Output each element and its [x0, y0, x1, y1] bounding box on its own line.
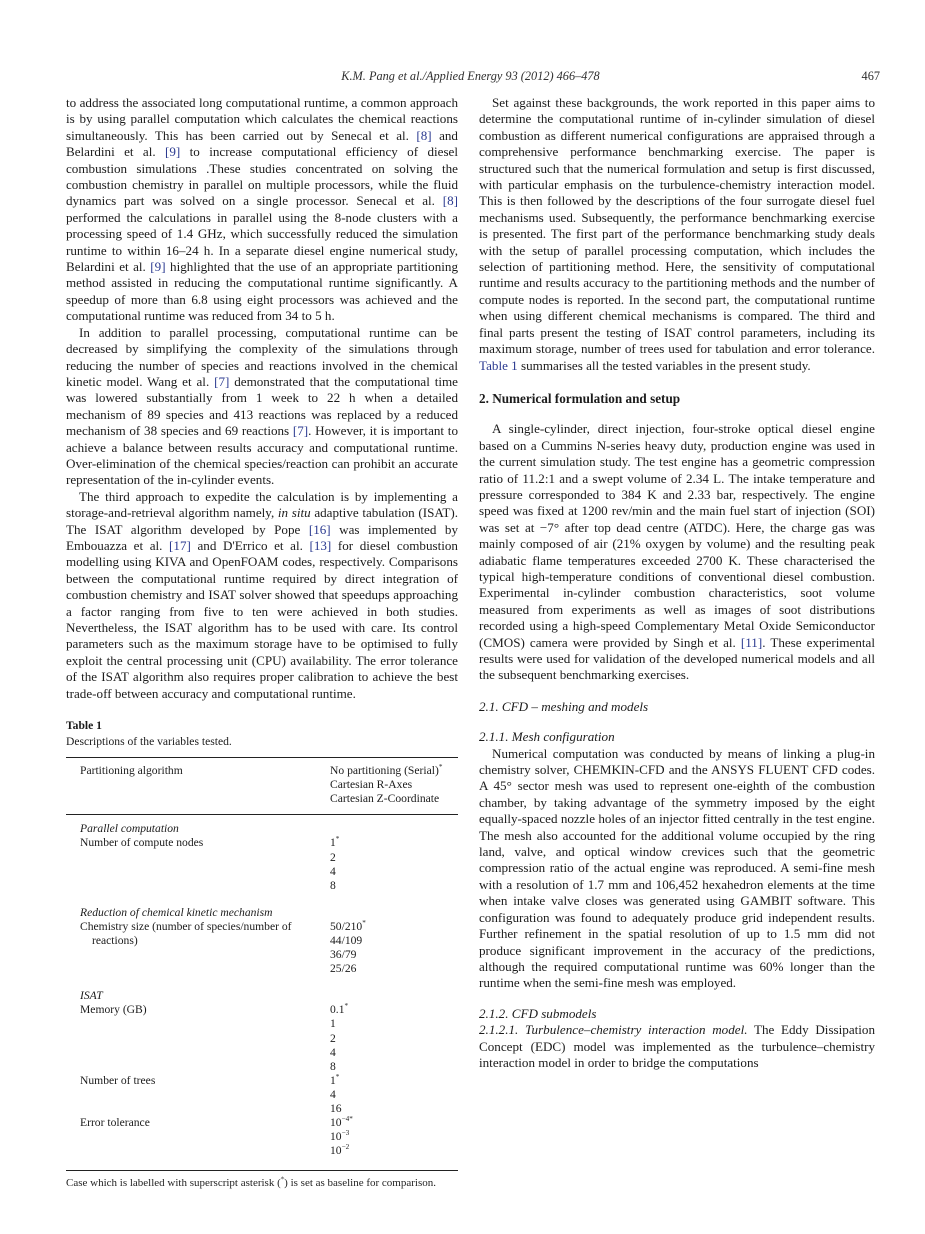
text-run: Cartesian R-Axes — [330, 778, 413, 792]
text-run: . However, it is important to achieve a balance between results accuracy and computational runtime. Over-elimination of the chemical species/reaction can prohibit an accurate representation of the in-cylinder events. — [66, 423, 458, 488]
italic-run: 2.1.2.1. Turbulence–chemistry interaction model. — [479, 1022, 748, 1038]
text-run: 1 — [330, 1017, 336, 1031]
text-run: 4 — [330, 1045, 336, 1059]
table-row-label: Number of trees — [80, 1073, 156, 1087]
text-run: for diesel combustion modelling using KIVA and OpenFOAM codes, respectively. Comparisons between the computational runtime required by direct integration of combustion chemistry and ISAT solver showed that speedups approaching a factor ranging from five to ten were achieved in both studies. Nevertheless, the ISAT algorithm has to be used with care. Its control parameters such as the maximum storage have to be optimised to fully exploit the central processing unit (CPU) availability. The error tolerance of the ISAT algorithm also requires proper calibration to achieve the best trade-off between accuracy and computational runtime. — [66, 537, 458, 701]
text-run: 25/26 — [330, 962, 357, 976]
table-row — [66, 1003, 458, 1073]
page-number: 467 — [861, 69, 880, 83]
table-value — [330, 764, 458, 778]
text-run: The Eddy Dissipation Concept (EDC) model was implemented as the turbulence–chemistry interaction model in order to bridge the computations — [479, 1022, 875, 1070]
text-run: . These experimental results were used for validation of the developed numerical models and all the subsequent benchmarking exercises. — [479, 634, 875, 683]
text-run: * — [344, 1002, 349, 1011]
table-row-values — [330, 764, 458, 806]
text-run: 44/109 — [330, 933, 363, 947]
table-value — [330, 962, 458, 976]
table-section-label: Reduction of chemical kinetic mechanism — [80, 905, 273, 919]
table-value — [330, 1144, 458, 1158]
right-column-text — [479, 95, 875, 1071]
italic-run: in situ — [277, 505, 311, 521]
citation-link[interactable]: Table 1 — [479, 357, 518, 373]
subsection-heading: 2.1.1. Mesh configuration — [479, 729, 615, 745]
table-section-label: ISAT — [80, 989, 103, 1003]
paragraph — [479, 95, 875, 374]
citation-link[interactable]: [11] — [740, 634, 763, 650]
text-run: adaptive tabulation (ISAT). The ISAT algorithm developed by Pope — [66, 505, 458, 537]
text-run: * — [335, 1072, 340, 1081]
text-run: 16 — [330, 1102, 342, 1115]
text-run: 4 — [330, 1087, 336, 1101]
text-run: highlighted that the use of an appropriate partitioning method assisted in reducing the computational runtime significantly. A speedup of more than 6.8 using eight processors was achieved and the computational runtime was reduced from 34 to 5 h. — [66, 259, 458, 324]
table-row-values — [330, 1003, 458, 1073]
paragraph — [66, 95, 458, 325]
text-run: −3 — [341, 1129, 350, 1138]
table-caption-text: Descriptions of the variables tested. — [66, 735, 232, 749]
paragraph — [66, 325, 458, 489]
table-value — [330, 1116, 458, 1130]
table-value — [330, 1088, 458, 1102]
text-run: * — [362, 919, 366, 928]
section-heading: 2. Numerical formulation and setup — [479, 390, 681, 406]
table-row-values — [330, 836, 458, 892]
text-run: Set against these backgrounds, the work reported in this paper aims to determine the computational runtime of in-cylinder simulation of diesel combustion as different numerical configurations are appraised through a comprehensive performance benchmarking exercise. The paper is structured such that the numerical formulation and setup is first discussed, with particular emphasis on the turbulence-chemistry interaction model. This is then followed by the descriptions of the four surrogate diesel fuel mechanisms used. Subsequently, the performance benchmarking exercise is presented. The first part of the performance benchmarking study deals with the setup of parallel processing computation, which includes the selection of partitioning method. Here, the sensitivity of computational runtime and results accuracy to the partitioning methods and the number of compute nodes is reported. In the second part, the computational runtime when using different chemical mechanisms is compared. The third and final parts present the testing of ISAT control parameters, including its maximum storage, number of trees used for tabulation and error tolerance. — [479, 95, 875, 357]
text-run: 1 — [330, 836, 336, 850]
text-run: 8 — [330, 878, 336, 892]
text-run: 0.1 — [330, 1003, 345, 1017]
table-value — [330, 1060, 458, 1074]
text-run: 1 — [330, 1073, 336, 1087]
table-value — [330, 778, 458, 792]
table-row-values — [330, 1074, 458, 1116]
text-run: No partitioning (Serial) — [330, 764, 439, 778]
table-row — [66, 920, 458, 976]
table-group — [66, 906, 458, 976]
text-run: to increase computational efficiency of diesel combustion simulations .These studies concentrated on solving the combustion chemistry in parallel on multiple processors, while the fluid dynamics part was solved on a single processor. Senecal et al. — [66, 144, 458, 209]
citation-link[interactable]: [17] — [169, 537, 191, 553]
text-run: demonstrated that the computational time was lowered substantially from 1 week to 22 h when a detailed mechanism of 89 species and 413 reactions was replaced by a reduced mechanism of 38 species and 69 reactions — [66, 373, 458, 439]
table-value — [330, 934, 458, 948]
text-run: * — [280, 1176, 285, 1184]
table-value — [330, 1102, 458, 1116]
text-run: to address the associated long computational runtime, a common approach is by using parallel computation which calculates the chemical reactions simultaneously. This has been carried out by Senecal et al. — [66, 95, 458, 143]
text-run: performed the calculations in parallel using the 8-node clusters with a processing speed of 1.4 GHz, which successfully reduced the simulation runtime to within 16–24 h. In a separate diesel engine numerical study, Belardini et al. — [66, 209, 458, 275]
text-run: and D'Errico et al. — [190, 537, 310, 553]
table-row — [66, 1116, 458, 1158]
table-value — [330, 920, 458, 934]
text-run: * — [438, 763, 443, 772]
text-run: The third approach to expedite the calculation is by implementing a storage-and-retrieval algorithm namely, — [66, 488, 458, 521]
text-run: ) is set as baseline for comparison. — [284, 1177, 436, 1190]
table-group — [66, 764, 458, 815]
table-row-label: Number of compute nodes — [80, 836, 204, 850]
table-row-label: Memory (GB) — [80, 1003, 147, 1017]
text-run: Case which is labelled with superscript asterisk ( — [66, 1177, 281, 1190]
paragraph — [479, 421, 875, 684]
text-run: −2 — [341, 1143, 350, 1152]
table-value — [330, 836, 458, 850]
text-run: 2 — [330, 850, 336, 864]
table-group — [66, 822, 458, 892]
paragraph — [66, 489, 458, 702]
citation-link[interactable]: [8] — [442, 193, 458, 209]
table-1 — [66, 719, 458, 1190]
table-value — [330, 865, 458, 879]
right-column — [479, 95, 875, 1190]
running-head — [66, 69, 875, 84]
table-group — [66, 989, 458, 1158]
table-value — [330, 1074, 458, 1088]
text-run: In addition to parallel processing, computational runtime can be decreased by simplifying the complexity of the simulations through reducing the number of species and reactions involved in the chemical kinetic model. Wang et al. — [66, 324, 458, 389]
text-run: * — [335, 835, 340, 844]
citation-link[interactable]: [7] — [292, 423, 309, 439]
table-row-label: Error tolerance — [80, 1116, 150, 1130]
table-value — [330, 851, 458, 865]
table-caption-label: Table 1 — [66, 719, 102, 733]
table-row — [66, 764, 458, 806]
text-run: Cartesian Z-Coordinate — [330, 792, 440, 806]
text-run: 4 — [330, 864, 336, 878]
table-section-label: Parallel computation — [80, 822, 179, 836]
table-value — [330, 948, 458, 962]
text-run: 10 — [330, 1130, 342, 1144]
table-value — [330, 792, 458, 806]
citation-link[interactable]: [16] — [308, 521, 331, 537]
subsection-heading: 2.1. CFD – meshing and models — [479, 698, 649, 714]
paragraph — [479, 746, 875, 992]
table-row-values — [330, 920, 458, 976]
table-row-values — [330, 1116, 458, 1158]
table-row-label: Chemistry size (number of species/number of reactions) — [80, 919, 292, 947]
citation-link[interactable]: [9] — [150, 259, 166, 275]
text-run: 2 — [330, 1031, 336, 1045]
subsection-heading: 2.1.2. CFD submodels — [479, 1005, 597, 1021]
text-run: 36/79 — [330, 948, 357, 962]
table-footnote — [66, 1177, 458, 1190]
table-value — [330, 1017, 458, 1031]
table-row — [66, 836, 458, 892]
text-run: 50/210 — [330, 919, 363, 933]
text-run: 10 — [330, 1116, 342, 1130]
text-run: Numerical computation was conducted by means of linking a plug-in chemistry solver, CHEMKIN-CFD and the ANSYS FLUENT CFD codes. A 45° sector mesh was used to represent one-eighth of the combustion chamber, by taking advantage of the symmetry imposed by the eight equally-spaced nozzle holes of an injector fitted centrally in the test engine. The mesh also accounted for the additional volume occupied by the ring land, valve, and optical window crevices such that the geometric compression ratio of the actual engine was reproduced. A semi-fine mesh with a resolution of 1.7 mm and 106,452 hexahedron elements at the time when intake valve closes was generated using GAMBIT software. This configuration was found to adequately produce grid independent results. Further refinement in the spatial resolution of up to 1.5 mm did not produce significant improvement in the accuracy of the predictions, although the required computational runtime was 60% longer than the runtime when the semi-fine mesh was employed. — [479, 745, 875, 991]
table-row-label: Partitioning algorithm — [80, 764, 183, 778]
table-value — [330, 1032, 458, 1046]
citation-link[interactable]: [8] — [416, 127, 432, 143]
citation-link[interactable]: [9] — [165, 144, 181, 160]
table-value — [330, 1046, 458, 1060]
text-run: was implemented by Embouazza et al. — [66, 521, 459, 553]
text-run: summarises all the tested variables in the present study. — [517, 357, 811, 373]
table-value — [330, 879, 458, 893]
left-column-text — [66, 95, 458, 702]
article-body — [66, 95, 875, 1190]
citation-link[interactable]: [7] — [214, 373, 230, 389]
paragraph — [479, 1022, 875, 1071]
table-row — [66, 1074, 458, 1116]
table-value — [330, 1003, 458, 1017]
left-column — [66, 95, 458, 1190]
text-run: 10 — [330, 1144, 342, 1158]
text-run: −4* — [341, 1115, 353, 1124]
table-body — [66, 757, 458, 1171]
table-value — [330, 1130, 458, 1144]
text-run: A single-cylinder, direct injection, four-stroke optical diesel engine based on a Cummins N-series heavy duty, production engine was used in the current simulation study. The test engine has a geometric compression ratio of 11.2:1 and a swept volume of 2.34 L. The intake temperature and pressure corresponded to 384 K and 2.33 bar, respectively. The engine speed was fixed at 1200 rev/min and the main fuel start of injection (SOI) was set at −7° after top dead centre (ATDC). Here, the charge gas was mainly composed of air (21% oxygen by volume) and the resulting peak adiabatic flame temperatures exceeded 2700 K. These characterised the typical high-temperature conditions of conventional diesel combustion. Experimental in-cylinder combustion characteristics, soot volume measured from experiments as well as images of soot distributions recorded using a high-speed Complementary Metal Oxide Semiconductor (CMOS) camera were provided by Singh et al. — [479, 421, 875, 650]
text-run: 8 — [330, 1059, 336, 1073]
running-title: K.M. Pang et al./Applied Energy 93 (2012) 466–478 — [341, 69, 600, 83]
citation-link[interactable]: [13] — [309, 537, 332, 553]
text-run: and Belardini et al. — [66, 127, 458, 160]
